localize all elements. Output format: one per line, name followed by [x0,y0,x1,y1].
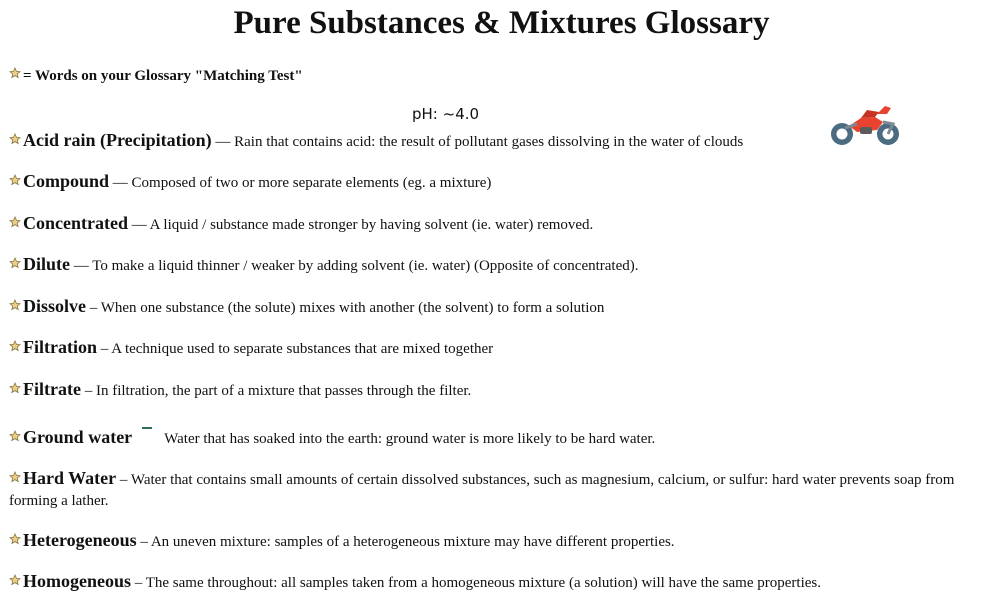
glossary-entry-dilute [9,254,999,277]
star-icon [9,574,21,586]
glossary-definition: In filtration, the part of a mixture that passes through the filter. [95,383,472,399]
star-icon [9,299,21,311]
glossary-separator: – [97,341,112,357]
legend [9,67,303,85]
glossary-separator: — [127,217,150,233]
glossary-term: Acid rain (Precipitation) [23,130,212,150]
glossary-entry-filtrate [9,379,999,402]
glossary-term: Heterogeneous [23,530,137,550]
glossary-entry-heterogeneous [9,530,999,553]
glossary-separator: — [109,175,132,191]
star-icon [9,430,21,442]
glossary-entry-acid-rain [9,130,999,153]
glossary-separator: – [86,300,101,316]
glossary-definition: Rain that contains acid: the result of pollutant gases dissolving in the water of clouds [234,134,744,150]
glossary-entry-concentrated [9,213,999,236]
glossary-term: Dilute [23,254,70,274]
glossary-term: Hard Water [23,468,117,488]
legend-text: = Words on your Glossary "Matching Test" [23,68,303,84]
page-title: Pure Substances & Mixtures Glossary [233,5,770,41]
star-icon [9,133,21,145]
glossary-definition: A technique used to separate substances that are mixed together [111,341,494,357]
ph-note: pH: ~4.0 [412,105,480,123]
glossary-definition: An uneven mixture: samples of a heterogeneous mixture may have different properties. [150,534,675,550]
glossary-term: Compound [23,171,110,191]
star-icon [9,174,21,186]
glossary-definition: Water that has soaked into the earth: ground water is more likely to be hard water. [164,431,656,447]
star-icon [9,257,21,269]
glossary-term: Ground water [23,427,133,447]
dash-mark [142,427,152,429]
glossary-term: Homogeneous [23,571,131,591]
glossary-term: Filtration [23,337,97,357]
glossary-separator: – [116,472,131,488]
star-icon [9,340,21,352]
glossary-separator: – [131,575,146,591]
glossary-separator: – [136,534,151,550]
glossary-entry-ground-water [9,427,999,450]
glossary-entry-hard-water [9,468,999,512]
star-icon [9,216,21,228]
glossary-entry-filtration [9,337,999,360]
glossary-definition: The same throughout: all samples taken from a homogeneous mixture (a solution) will have the same properties. [145,575,821,591]
star-icon [9,471,21,483]
glossary-definition: A liquid / substance made stronger by having solvent (ie. water) removed. [149,217,594,233]
star-icon [9,67,21,79]
glossary-separator: – [80,383,96,399]
glossary-separator: — [211,134,235,150]
glossary-term: Filtrate [23,379,81,399]
glossary-entry-homogeneous [9,571,999,594]
glossary-definition: Water that contains small amounts of certain dissolved substances, such as magnesium, calcium, or sulfur: hard water prevents soap from forming a lather. [9,472,955,509]
star-icon [9,533,21,545]
star-icon [9,382,21,394]
glossary-entry-dissolve [9,296,999,319]
glossary-separator: — [70,258,93,274]
glossary-term: Dissolve [23,296,86,316]
glossary-entry-compound [9,171,999,194]
glossary-definition: To make a liquid thinner / weaker by adding solvent (ie. water) (Opposite of concentrated). [92,258,639,274]
glossary-term: Concentrated [23,213,128,233]
glossary-definition: Composed of two or more separate elements (eg. a mixture) [131,175,492,191]
glossary-definition: When one substance (the solute) mixes with another (the solvent) to form a solution [100,300,605,316]
